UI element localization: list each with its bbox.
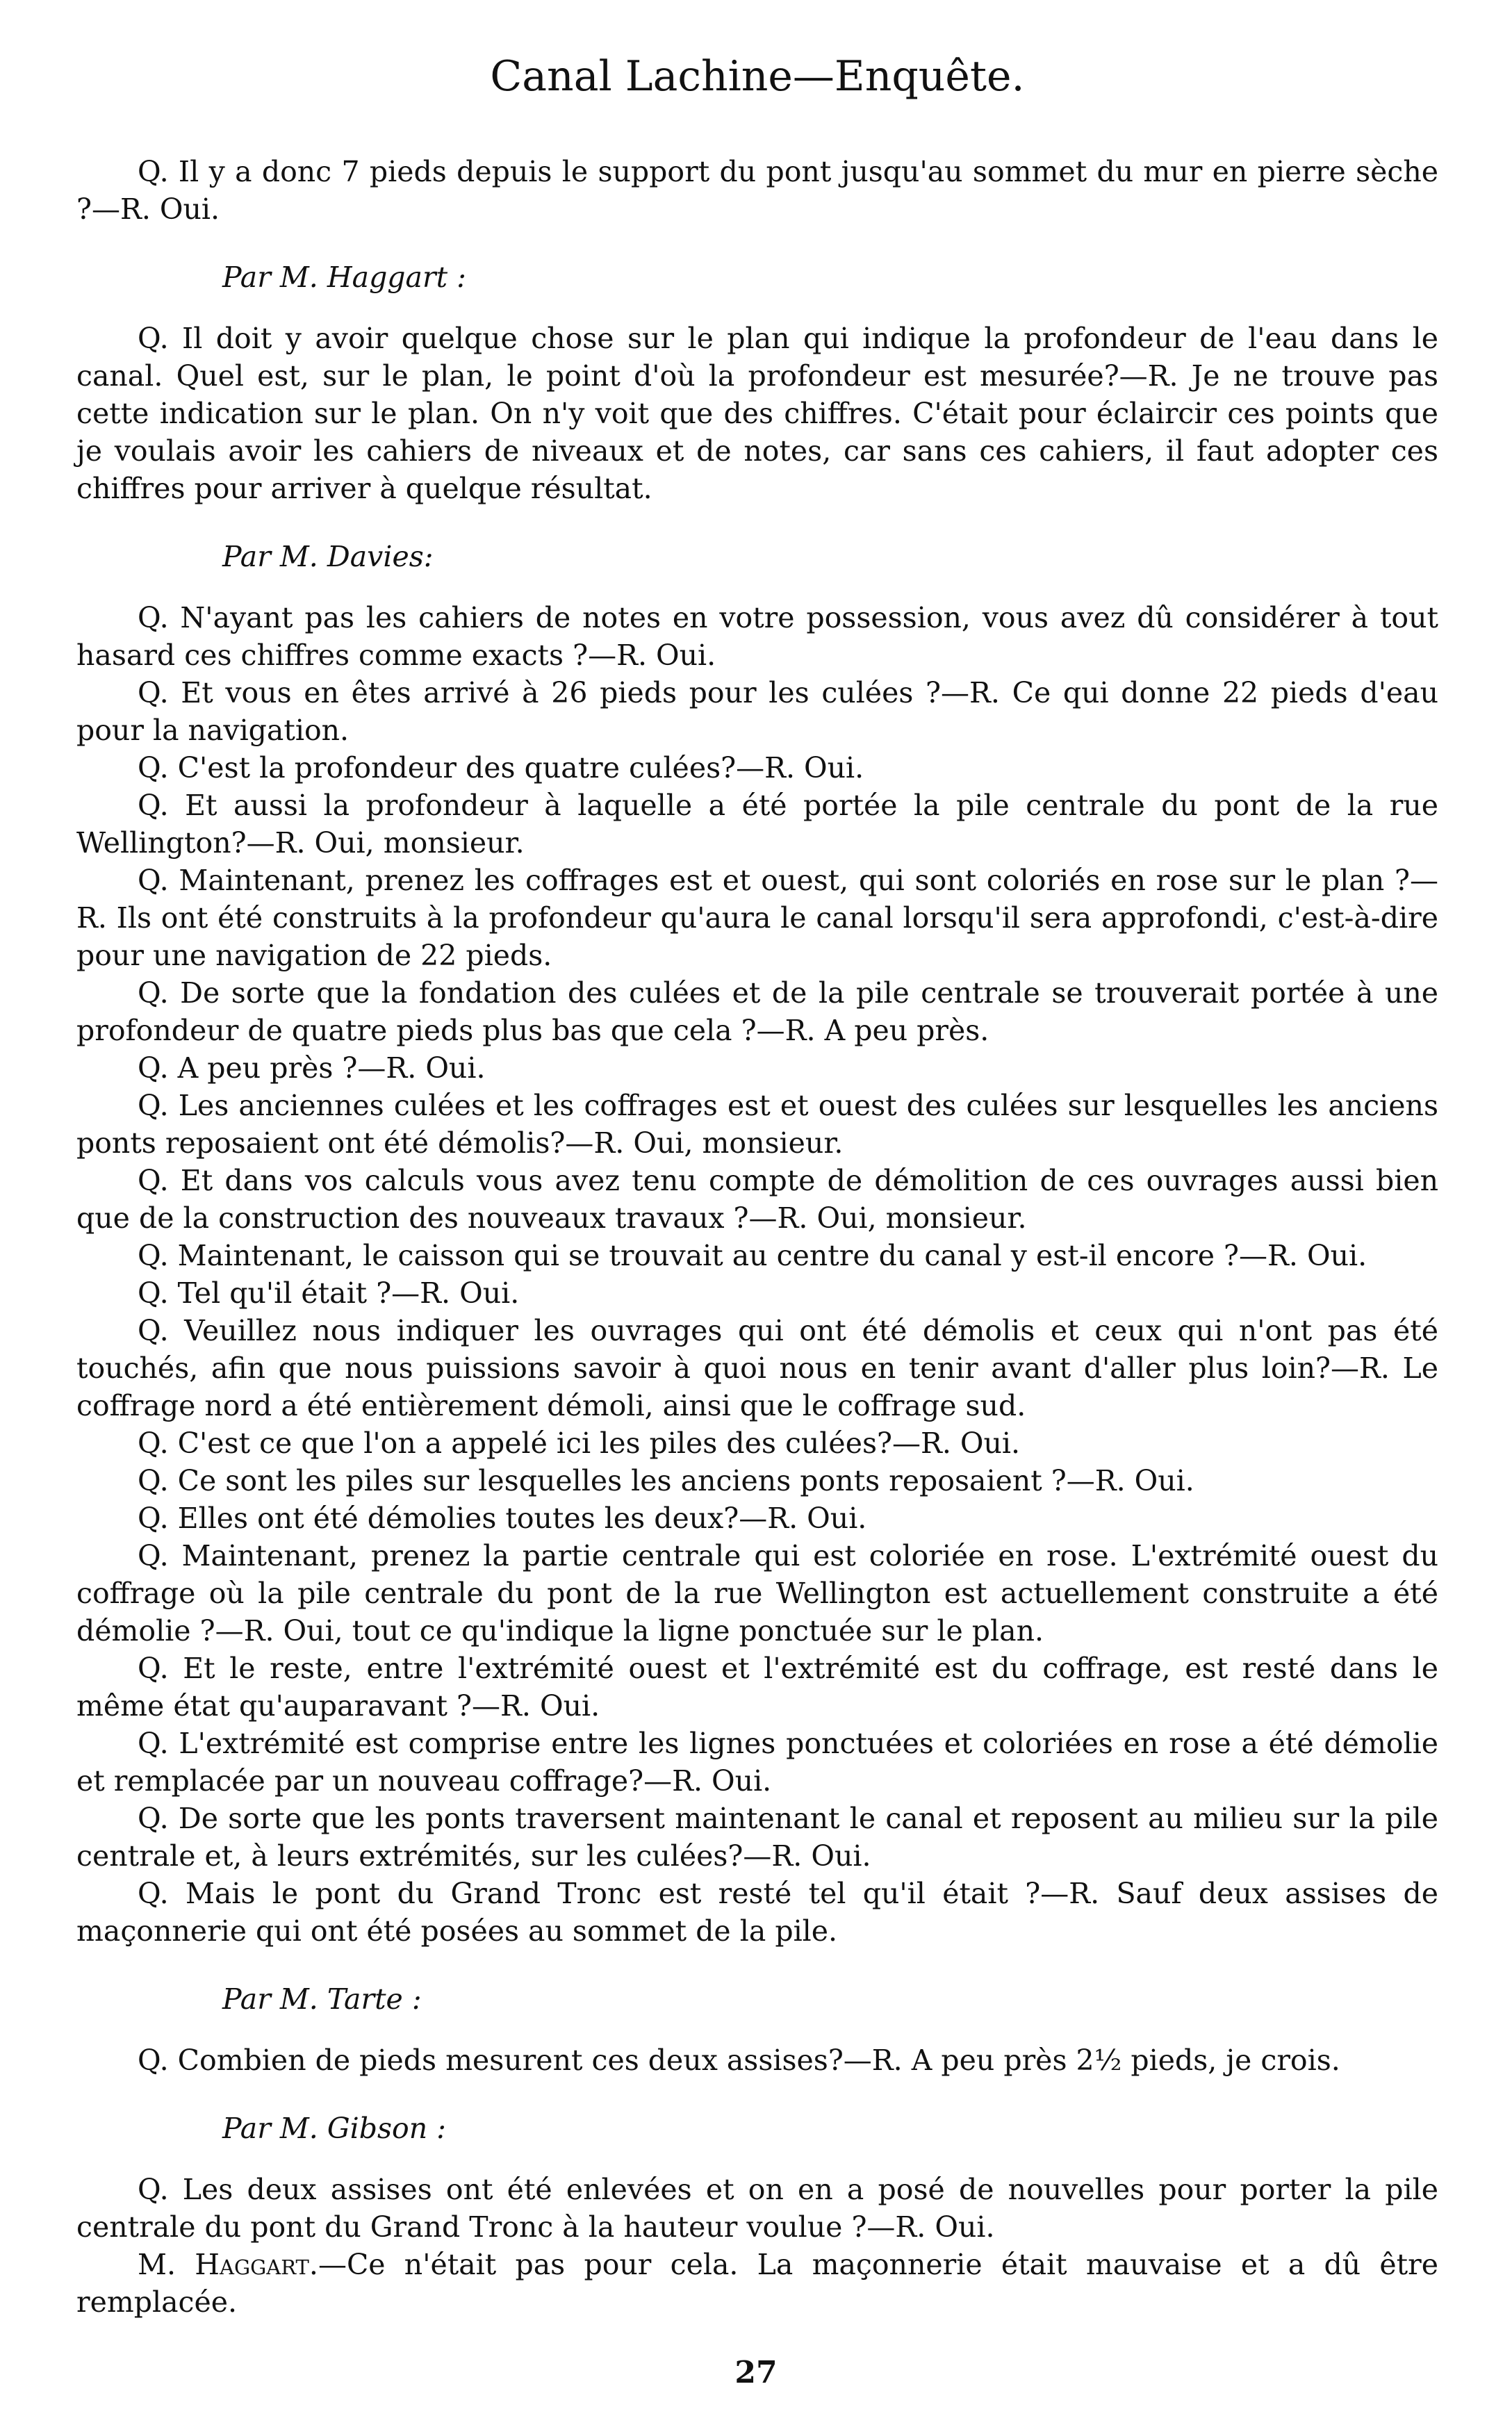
paragraph: Q. Les deux assises ont été enlevées et on en a posé de nouvelles pour porter la pile centrale du pont du Grand Tronc à la hauteur voulue ?—R. Oui. [76, 2173, 1438, 2244]
statement-text: —Ce n'était pas pour cela. La maçonnerie était mauvaise et a dû être remplacée. [76, 2248, 1438, 2319]
paragraph: Q. C'est la profondeur des quatre culées?—R. Oui. [138, 751, 864, 784]
paragraph: Q. Il doit y avoir quelque chose sur le plan qui indique la profondeur de l'eau dans le canal. Quel est, sur le plan, le point d'où la profondeur est mesurée?—R. Je ne trouve pas cette indication sur le plan. On n'y voit que des chiffres. C'était pour éclaircir ces points que je voulais avoir les cahiers de niveaux et de notes, car sans ces cahiers, il faut adopter ces chiffres pour arriver à quelque résultat. [76, 322, 1438, 505]
paragraph: Q. Elles ont été démolies toutes les deux?—R. Oui. [138, 1502, 867, 1535]
speaker-heading: Par M. Haggart : [222, 261, 466, 294]
paragraph: Q. Et aussi la profondeur à laquelle a été portée la pile centrale du pont de la rue Wellington?—R. Oui, monsieur. [76, 789, 1438, 860]
paragraph: Q. Les anciennes culées et les coffrages est et ouest des culées sur lesquelles les anciens ponts reposaient ont été démolis?—R. Oui, monsieur. [76, 1089, 1438, 1160]
paragraph: Q. Maintenant, le caisson qui se trouvait au centre du canal y est-il encore ?—R. Oui. [138, 1239, 1367, 1272]
statement-paragraph [76, 2246, 1438, 2321]
speaker-heading: Par M. Gibson : [222, 2112, 446, 2145]
paragraph: Q. Et dans vos calculs vous avez tenu compte de démolition de ces ouvrages aussi bien que de la construction des nouveaux travaux ?—R. Oui, monsieur. [76, 1164, 1438, 1235]
speaker-heading: Par M. Davies: [222, 540, 434, 573]
paragraph: Q. L'extrémité est comprise entre les lignes ponctuées et coloriées en rose a été démolie et remplacée par un nouveau coffrage?—R. Oui. [76, 1727, 1438, 1798]
paragraph: Q. Tel qu'il était ?—R. Oui. [138, 1276, 520, 1310]
paragraph: Q. De sorte que les ponts traversent maintenant le canal et reposent au milieu sur la pile centrale et, à leurs extrémités, sur les culées?—R. Oui. [76, 1802, 1438, 1873]
speaker-name: M. Haggart. [138, 2248, 318, 2281]
paragraph: Q. A peu près ?—R. Oui. [138, 1051, 486, 1085]
paragraph: Q. De sorte que la fondation des culées et de la pile centrale se trouverait portée à une profondeur de quatre pieds plus bas que cela ?—R. A peu près. [76, 976, 1438, 1047]
paragraph: Q. Maintenant, prenez la partie centrale qui est coloriée en rose. L'extrémité ouest du coffrage où la pile centrale du pont de la rue Wellington est actuellement construite a été démolie ?—R. Oui, tout ce qu'indique la ligne ponctuée sur le plan. [76, 1539, 1438, 1648]
page-title: Canal Lachine—Enquête. [490, 52, 1025, 101]
paragraph: Q. Mais le pont du Grand Tronc est resté tel qu'il était ?—R. Sauf deux assises de maçonnerie qui ont été posées au sommet de la pile. [76, 1877, 1438, 1948]
paragraph: Q. Et le reste, entre l'extrémité ouest et l'extrémité est du coffrage, est resté dans le même état qu'auparavant ?—R. Oui. [76, 1652, 1438, 1723]
document-page [76, 49, 1438, 2321]
page-number: 27 [734, 2355, 778, 2390]
paragraph: Q. Maintenant, prenez les coffrages est et ouest, qui sont coloriés en rose sur le plan ?—R. Ils ont été construits à la profondeur qu'aura le canal lorsqu'il sera approfondi, c'est-à-dire pour une navigation de 22 pieds. [76, 864, 1438, 972]
paragraph: Q. Ce sont les piles sur lesquelles les anciens ponts reposaient ?—R. Oui. [138, 1464, 1194, 1497]
paragraph: Q. Veuillez nous indiquer les ouvrages qui ont été démolis et ceux qui n'ont pas été touchés, afin que nous puissions savoir à quoi nous en tenir avant d'aller plus loin?—R. Le coffrage nord a été entièrement démoli, ainsi que le coffrage sud. [76, 1314, 1438, 1422]
document-body [76, 153, 1438, 2321]
paragraph: Q. N'ayant pas les cahiers de notes en votre possession, vous avez dû considérer à tout hasard ces chiffres comme exacts ?—R. Oui. [76, 601, 1438, 672]
paragraph: Q. Il y a donc 7 pieds depuis le support du pont jusqu'au sommet du mur en pierre sèche ?—R. Oui. [76, 155, 1438, 226]
paragraph: Q. Et vous en êtes arrivé à 26 pieds pour les culées ?—R. Ce qui donne 22 pieds d'eau pour la navigation. [76, 676, 1438, 747]
paragraph: Q. Combien de pieds mesurent ces deux assises?—R. A peu près 2½ pieds, je crois. [138, 2044, 1340, 2077]
speaker-heading: Par M. Tarte : [222, 1982, 422, 2016]
paragraph: Q. C'est ce que l'on a appelé ici les piles des culées?—R. Oui. [138, 1427, 1021, 1460]
